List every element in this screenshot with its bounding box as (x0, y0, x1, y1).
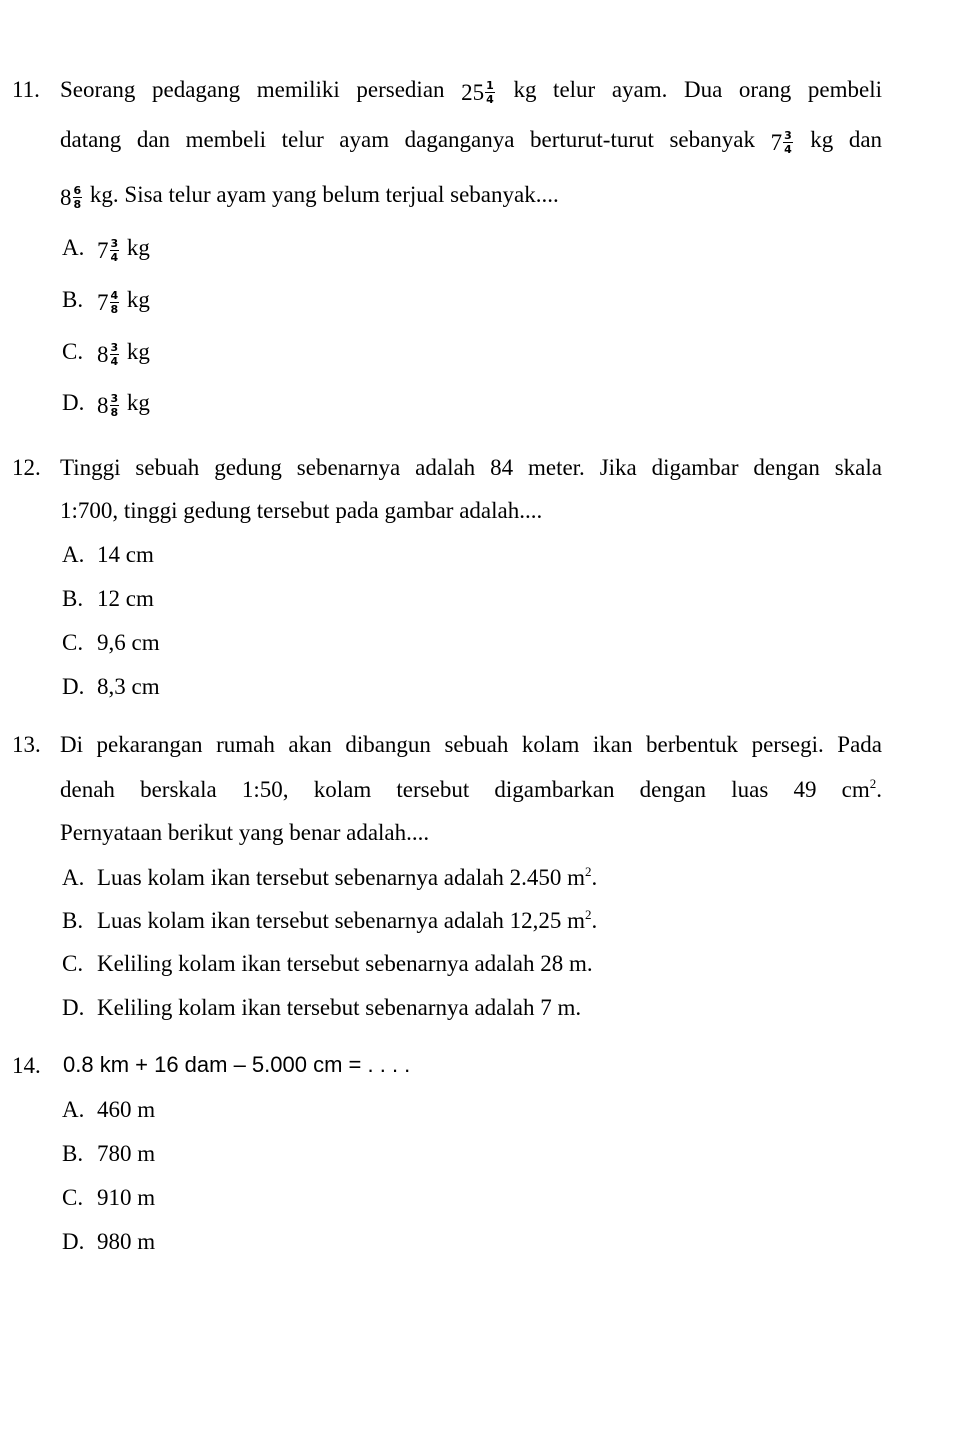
question-text-line: datang dan membeli telur ayam daganganya berturut-turut sebanyak 7 $\frac{3}{4}$ kg dan (60, 127, 883, 156)
option-b[interactable]: B. Luas kolam ikan tersebut sebenarnya adalah 12,25 $m^2$. (62, 907, 598, 933)
question-expression: 0.8 km + 16 dam – 5.000 cm = . . . . (63, 1052, 411, 1077)
option-a[interactable]: A. 14 cm (62, 542, 154, 567)
option-d[interactable]: D. 8 $\frac{3}{8}$ kg (62, 390, 150, 419)
question-text-line: denah berskala 1:50, kolam tersebut digambarkan dengan luas 49 $cm^2$. (60, 776, 882, 802)
option-b[interactable]: B. 780 m (62, 1141, 156, 1166)
mixed-fraction: 8 $\frac{6}{8}$ (60, 183, 82, 211)
option-a[interactable]: A. 7 $\frac{3}{4}$ kg (62, 235, 150, 264)
mixed-fraction: 7 $\frac{3}{4}$ (770, 128, 792, 156)
option-b[interactable]: B. 7 $\frac{4}{8}$ kg (62, 287, 150, 316)
option-d[interactable]: D. Keliling kolam ikan tersebut sebenarnya adalah 7 m. (62, 995, 582, 1020)
question-number: 13. (12, 732, 41, 757)
question-number: 12. (12, 455, 41, 480)
option-c[interactable]: C. 910 m (62, 1185, 156, 1210)
question-number: 11. (12, 77, 40, 102)
question-number: 14. (12, 1053, 41, 1078)
question-text-line: Seorang pedagang memiliki persedian 25 $\frac{1}{4}$ kg telur ayam. Dua orang pembeli (60, 77, 883, 106)
option-c[interactable]: C. 9,6 cm (62, 630, 160, 655)
option-a[interactable]: A. Luas kolam ikan tersebut sebenarnya adalah 2.450 $m^2$. (62, 864, 598, 890)
option-d[interactable]: D. 8,3 cm (62, 674, 160, 699)
option-c[interactable]: C. Keliling kolam ikan tersebut sebenarnya adalah 28 m. (62, 951, 593, 976)
question-text-line: 1:700, tinggi gedung tersebut pada gambar adalah.... (60, 498, 543, 523)
question-text-line: Tinggi sebuah gedung sebenarnya adalah 84 meter. Jika digambar dengan skala (60, 455, 882, 480)
option-c[interactable]: C. 8 $\frac{3}{4}$ kg (62, 339, 150, 368)
question-text-line: 8 $\frac{6}{8}$ kg. Sisa telur ayam yang belum terjual sebanyak.... (60, 182, 559, 211)
option-d[interactable]: D. 980 m (62, 1229, 156, 1254)
question-text-line: Di pekarangan rumah akan dibangun sebuah kolam ikan berbentuk persegi. Pada (60, 732, 882, 757)
option-a[interactable]: A. 460 m (62, 1097, 156, 1122)
question-text-line: Pernyataan berikut yang benar adalah.... (60, 820, 430, 845)
option-b[interactable]: B. 12 cm (62, 586, 154, 611)
mixed-fraction: 25 $\frac{1}{4}$ (461, 78, 494, 106)
